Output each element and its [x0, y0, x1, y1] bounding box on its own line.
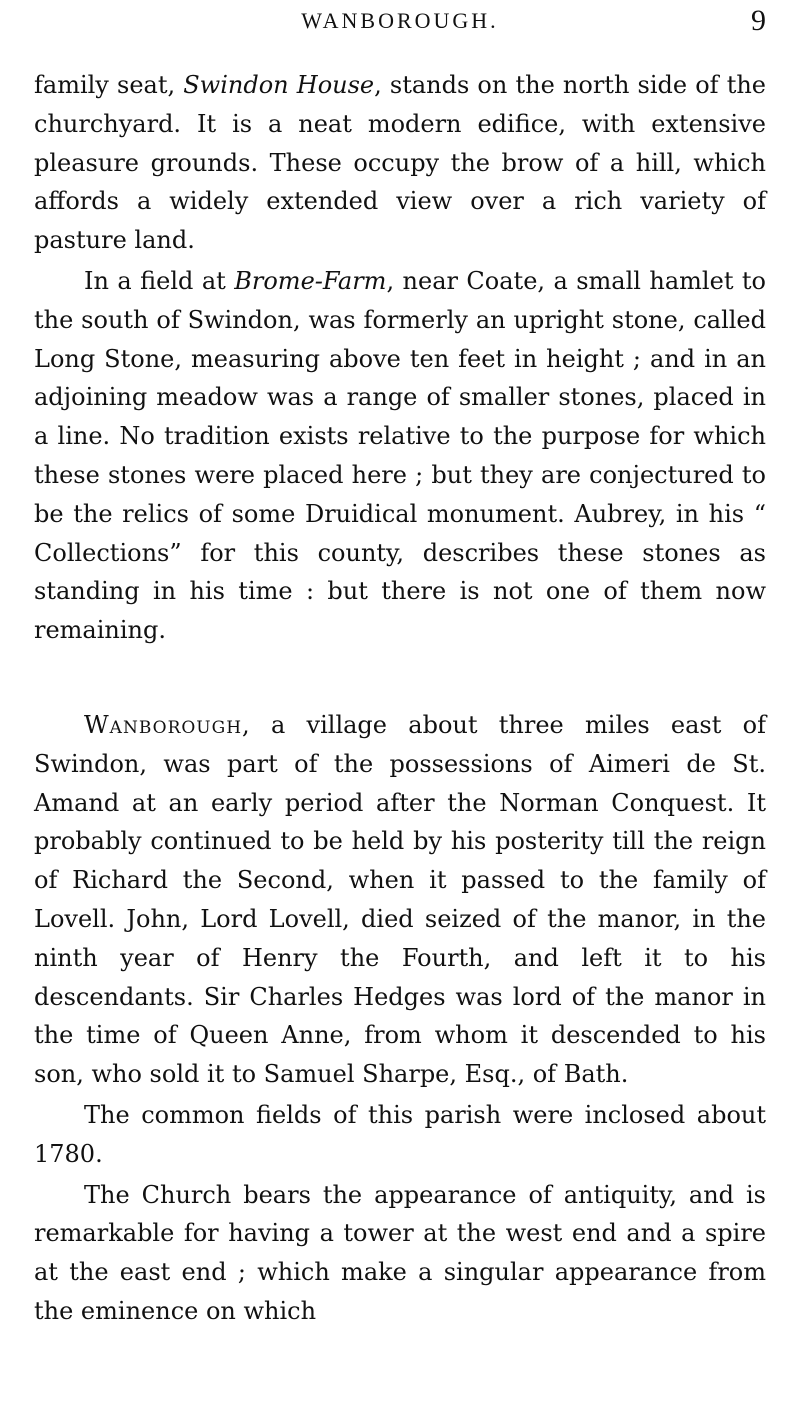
- paragraph-long-stone: [34, 262, 766, 650]
- paragraph-common-fields: [34, 1096, 766, 1174]
- italic-place-name: Swindon House: [183, 71, 375, 99]
- paragraph-church: [34, 1176, 766, 1331]
- italic-place-name: Brome-Farm: [234, 266, 387, 295]
- running-head: [34, 6, 766, 40]
- paragraph-wanborough: [34, 706, 766, 1094]
- paragraph-text: , near Coate, a small hamlet to the south of Swindon, was formerly an upright stone, called Long Stone, measuring above ten feet in height ; and in an adjoining meadow was a range of smaller stones, placed in a line. No tradition exists relative to the purpose for which these stones were placed here ; but they are conjectured to be the relics of some Druidical monument. Aubrey, in his “ Collections” for this county, describes these stones as standing in his time : but there is not one of them now remaining.: [34, 266, 766, 645]
- section-gap: [34, 650, 766, 706]
- paragraph-text: family seat,: [34, 71, 184, 99]
- page-number: 9: [751, 4, 766, 37]
- paragraph-text: In a field at: [84, 266, 235, 295]
- running-title: WANBOROUGH.: [301, 8, 499, 33]
- body-text: [34, 66, 766, 1331]
- small-caps-heading: Wanborough: [84, 710, 243, 739]
- paragraph-text: The Church bears the appearance of antiquity, and is remarkable for having a tower at the west end and a spire at the east end ; which make a singular appearance from the eminence on which: [34, 1180, 766, 1325]
- paragraph-text: The common fields of this parish were inclosed about 1780.: [34, 1100, 766, 1168]
- paragraph-text: , stands on the north side of the churchyard. It is a neat modern edifice, with extensive pleasure grounds. These occupy the brow of a hill, which affords a widely extended view over a rich variety of pasture land.: [34, 71, 767, 255]
- paragraph-swindon-house: [34, 66, 766, 260]
- paragraph-text: , a village about three miles east of Swindon, was part of the possessions of Aimeri de St. Amand at an early period after the Norman Conquest. It probably continued to be held by his posterity till the reign of Richard the Second, when it passed to the family of Lovell. John, Lord Lovell, died seized of the manor, in the ninth year of Henry the Fourth, and left it to his descendants. Sir Charles Hedges was lord of the manor in the time of Queen Anne, from whom it descended to his son, who sold it to Samuel Sharpe, Esq., of Bath.: [34, 710, 766, 1089]
